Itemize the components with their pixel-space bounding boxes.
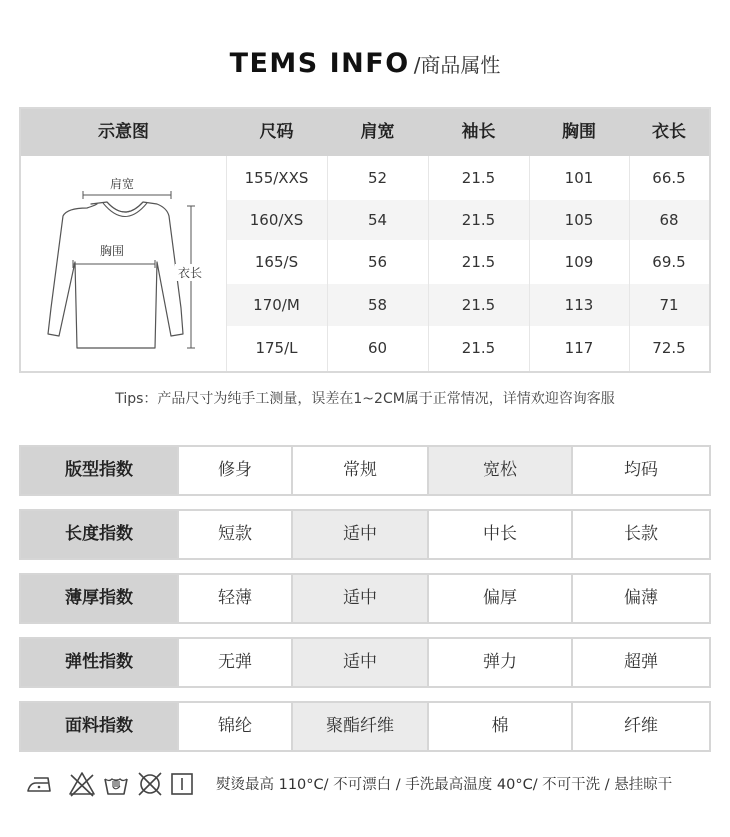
index-fit [19, 445, 711, 496]
table-row [226, 326, 709, 371]
cell-chest: 117 [564, 339, 594, 357]
index-option: 短款 [177, 511, 291, 558]
hand-wash-icon [102, 770, 130, 798]
cell-chest: 113 [564, 296, 594, 314]
cell-size: 160/XS [249, 211, 304, 229]
cell-length: 71 [659, 296, 679, 314]
index-option: 无弹 [177, 639, 291, 686]
index-option: 中长 [427, 511, 571, 558]
cell-length: 68 [659, 211, 679, 229]
index-option: 棉 [427, 703, 571, 750]
index-option: 均码 [571, 447, 709, 494]
cell-chest: 101 [564, 169, 594, 187]
index-option: 偏薄 [571, 575, 709, 622]
index-label: 面料指数 [21, 703, 177, 750]
column-divider [226, 156, 227, 371]
index-label: 弹性指数 [21, 639, 177, 686]
cell-shoulder: 60 [367, 339, 388, 357]
no-bleach-icon [68, 771, 96, 797]
cell-sleeve: 21.5 [461, 339, 496, 357]
cell-sleeve: 21.5 [461, 253, 496, 271]
index-option: 弹力 [427, 639, 571, 686]
index-label: 长度指数 [21, 511, 177, 558]
cell-sleeve: 21.5 [461, 211, 496, 229]
index-option: 偏厚 [427, 575, 571, 622]
header-length: 衣长 [652, 122, 686, 142]
cell-shoulder: 52 [367, 169, 388, 187]
cell-shoulder: 58 [367, 296, 388, 314]
tips-note: Tips：产品尺寸为纯手工测量，误差在1~2CM属于正常情况，详情欢迎咨询客服 [115, 391, 615, 407]
shoulder-label: 肩宽 [109, 177, 134, 191]
cell-length: 66.5 [652, 169, 686, 187]
cell-shoulder: 54 [367, 211, 388, 229]
header-chest: 胸围 [562, 122, 596, 142]
column-divider [327, 156, 328, 371]
hang-dry-icon [170, 772, 194, 796]
table-row [226, 284, 709, 326]
header-shoulder: 肩宽 [360, 122, 395, 142]
index-fabric [19, 701, 711, 752]
column-divider [629, 156, 630, 371]
length-label: 衣长 [175, 264, 205, 281]
title-english: TEMS INFO [229, 48, 410, 79]
page-title [0, 48, 730, 79]
iron-icon [26, 774, 54, 796]
index-option: 轻薄 [177, 575, 291, 622]
index-option: 纤维 [571, 703, 709, 750]
index-label: 版型指数 [21, 447, 177, 494]
cell-size: 175/L [255, 339, 298, 357]
header-diagram: 示意图 [98, 122, 149, 142]
index-option-selected: 适中 [291, 575, 427, 622]
index-option-selected: 聚酯纤维 [291, 703, 427, 750]
title-chinese: /商品属性 [413, 53, 501, 77]
header-size: 尺码 [259, 122, 294, 142]
index-thickness [19, 573, 711, 624]
header-sleeve: 袖长 [461, 122, 496, 142]
index-option: 超弹 [571, 639, 709, 686]
cell-chest: 109 [564, 253, 594, 271]
index-option: 常规 [291, 447, 427, 494]
cell-sleeve: 21.5 [461, 296, 496, 314]
cell-size: 155/XXS [244, 169, 309, 187]
index-option-selected: 适中 [291, 511, 427, 558]
index-option: 修身 [177, 447, 291, 494]
cell-chest: 105 [564, 211, 594, 229]
index-option-selected: 适中 [291, 639, 427, 686]
no-dry-clean-icon [136, 771, 164, 797]
index-label: 薄厚指数 [21, 575, 177, 622]
cell-length: 69.5 [652, 253, 686, 271]
chest-label: 胸围 [99, 244, 124, 258]
index-option: 锦纶 [177, 703, 291, 750]
care-instructions: 熨烫最高 110°C/ 不可漂白 / 手洗最高温度 40°C/ 不可干洗 / 悬挂晾干 [216, 777, 673, 793]
table-row [226, 156, 709, 200]
table-row [226, 200, 709, 240]
cell-length: 72.5 [652, 339, 686, 357]
cell-sleeve: 21.5 [461, 169, 496, 187]
table-row [226, 240, 709, 284]
cell-shoulder: 56 [367, 253, 388, 271]
cell-size: 165/S [254, 253, 299, 271]
garment-diagram [21, 156, 226, 371]
column-divider [529, 156, 530, 371]
index-option: 长款 [571, 511, 709, 558]
index-option-selected: 宽松 [427, 447, 571, 494]
column-divider [428, 156, 429, 371]
cell-size: 170/M [253, 296, 300, 314]
index-elasticity [19, 637, 711, 688]
index-length [19, 509, 711, 560]
